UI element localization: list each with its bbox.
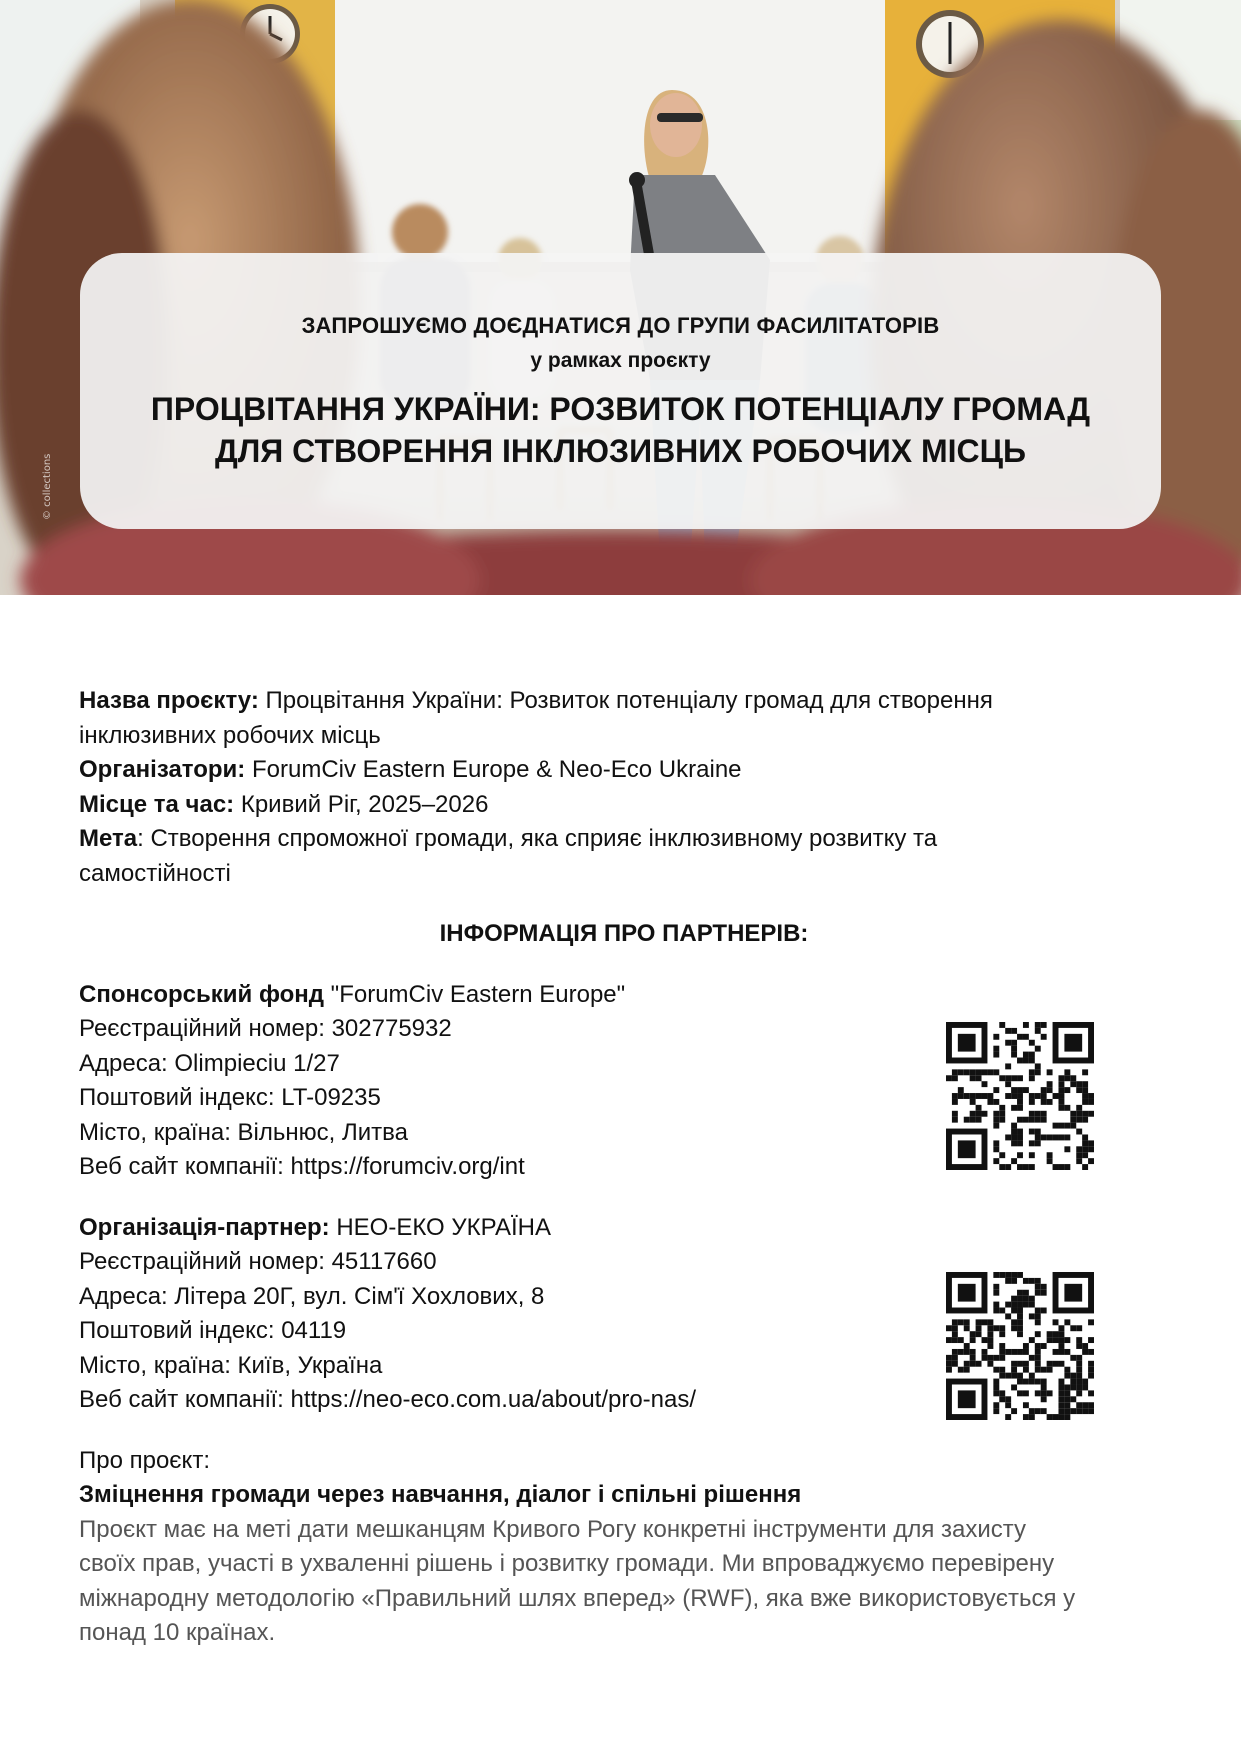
goal-value-cont: самостійності xyxy=(79,859,231,887)
about-text-line-2: своїх прав, участі в ухваленні рішень і розвитку громади. Ми впроваджуємо перевірену xyxy=(79,1550,1055,1577)
sponsor-website[interactable]: Веб сайт компанії: https://forumciv.org/int xyxy=(79,1153,525,1180)
about-label: Про проєкт: xyxy=(79,1446,210,1474)
goal-value: : Створення спроможної громади, яка сприяє інклюзивному розвитку та xyxy=(137,825,938,852)
organizers-value: ForumCiv Eastern Europe & Neo-Eco Ukraine xyxy=(245,756,742,783)
about-text-line-3: міжнародну методологію «Правильний шлях вперед» (RWF), яка вже використовується у xyxy=(79,1584,1076,1612)
qr-code-icon xyxy=(946,1272,1094,1420)
about-block xyxy=(79,1444,1169,1651)
sponsor-label: Спонсорський фонд xyxy=(79,980,325,1008)
project-name-value-cont: інклюзивних робочих місць xyxy=(79,721,381,749)
organizers-label: Організатори: xyxy=(79,756,246,783)
partner-address: Адреса: Літера 20Г, вул. Сім'ї Хохлових, 8 xyxy=(79,1282,545,1310)
sponsor-city: Місто, країна: Вільнюс, Литва xyxy=(79,1118,408,1146)
project-name-label: Назва проєкту: xyxy=(79,687,259,714)
project-title-line-2: ДЛЯ СТВОРЕННЯ ІНКЛЮЗИВНИХ РОБОЧИХ МІСЦЬ xyxy=(215,433,1026,469)
sponsor-address: Адреса: Olimpieciu 1/27 xyxy=(79,1049,340,1077)
place-time-value: Кривий Ріг, 2025–2026 xyxy=(234,790,489,818)
sponsor-name: "ForumCiv Eastern Europe" xyxy=(324,980,626,1008)
project-title xyxy=(80,388,1161,472)
place-time-label: Місце та час: xyxy=(79,790,235,818)
hero-banner xyxy=(0,0,1241,595)
partner-name: НЕО-ЕКО УКРАЇНА xyxy=(329,1213,552,1241)
project-info-block xyxy=(79,684,1169,891)
goal-row xyxy=(79,822,1169,857)
sponsor-qr-code[interactable] xyxy=(946,1022,1094,1170)
partner-city: Місто, країна: Київ, Україна xyxy=(79,1351,383,1379)
project-title-line-1: ПРОЦВІТАННЯ УКРАЇНИ: РОЗВИТОК ПОТЕНЦІАЛУ ГРОМАД xyxy=(150,391,1091,427)
partner-website[interactable]: Веб сайт компанії: https://neo-eco.com.ua/about/pro-nas/ xyxy=(79,1386,697,1413)
about-text-line-4: понад 10 країнах. xyxy=(79,1619,276,1646)
hero-title-card xyxy=(80,253,1161,529)
project-subheading: у рамках проєкту xyxy=(530,349,711,372)
project-name-row xyxy=(79,684,1169,719)
invite-heading: ЗАПРОШУЄМО ДОЄДНАТИСЯ ДО ГРУПИ ФАСИЛІТАТОРІВ xyxy=(301,313,940,338)
sponsor-name-row xyxy=(79,978,1169,1013)
sponsor-postal-code: Поштовий індекс: LT-09235 xyxy=(79,1084,381,1111)
organizers-row xyxy=(79,753,1169,788)
partner-reg-number: Реєстраційний номер: 45117660 xyxy=(79,1248,437,1275)
place-time-row xyxy=(79,788,1169,823)
sponsor-reg-number: Реєстраційний номер: 302775932 xyxy=(79,1015,452,1042)
photo-watermark: © collections xyxy=(42,453,53,520)
partners-heading: ІНФОРМАЦІЯ ПРО ПАРТНЕРІВ: xyxy=(439,920,809,947)
about-headline: Зміцнення громади через навчання, діалог і спільні рішення xyxy=(79,1481,802,1508)
partner-label: Організація-партнер: xyxy=(79,1213,330,1241)
goal-label: Мета xyxy=(79,825,138,852)
qr-code-icon xyxy=(946,1022,1094,1170)
about-text-line-1: Проєкт має на меті дати мешканцям Кривого Рогу конкретні інструменти для захисту xyxy=(79,1515,1027,1543)
partner-name-row xyxy=(79,1211,1169,1246)
partner-qr-code[interactable] xyxy=(946,1272,1094,1420)
project-name-value: Процвітання України: Розвиток потенціалу громад для створення xyxy=(258,687,993,714)
partner-postal-code: Поштовий індекс: 04119 xyxy=(79,1317,347,1344)
